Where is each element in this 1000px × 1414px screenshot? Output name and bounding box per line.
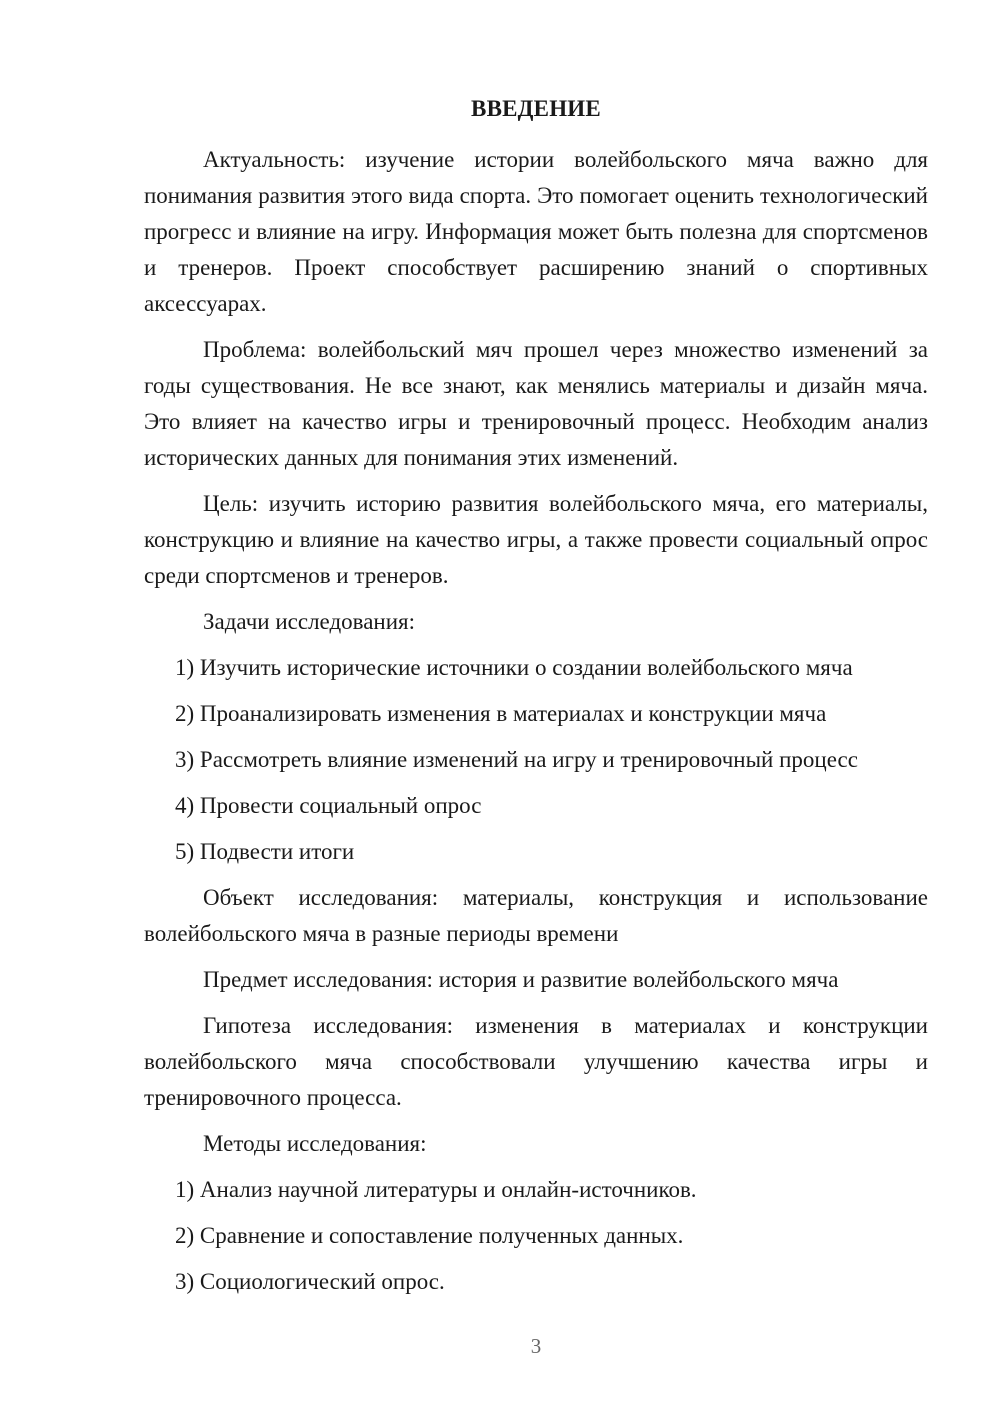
goal-paragraph: Цель: изучить историю развития волейбольского мяча, его материалы, конструкцию и влияние на качество игры, а также провести социальный опрос среди спортсменов и тренеров. bbox=[144, 491, 928, 588]
list-item-method-2: 2) Сравнение и сопоставление полученных данных. bbox=[175, 1223, 684, 1248]
subject-paragraph: Предмет исследования: история и развитие волейбольского мяча bbox=[203, 967, 839, 992]
list-item-method-1: 1) Анализ научной литературы и онлайн-источников. bbox=[175, 1177, 697, 1202]
list-item-task-2: 2) Проанализировать изменения в материалах и конструкции мяча bbox=[175, 701, 827, 726]
page-title: ВВЕДЕНИЕ bbox=[471, 96, 601, 121]
problem-paragraph: Проблема: волейбольский мяч прошел через множество изменений за годы существования. Не все знают, как менялись материалы и дизайн мяча. Это влияет на качество игры и тренировочный процесс. Необходим анализ исторических данных для понимания этих изменений. bbox=[144, 337, 928, 470]
hypothesis-paragraph: Гипотеза исследования: изменения в материалах и конструкции волейбольского мяча способствовали улучшению качества игры и тренировочного процесса. bbox=[144, 1013, 928, 1110]
tasks-heading: Задачи исследования: bbox=[203, 609, 416, 634]
list-item-method-3: 3) Социологический опрос. bbox=[175, 1269, 445, 1294]
list-item-task-1: 1) Изучить исторические источники о создании волейбольского мяча bbox=[175, 655, 853, 680]
page-number: 3 bbox=[530, 1334, 542, 1358]
list-item-task-3: 3) Рассмотреть влияние изменений на игру и тренировочный процесс bbox=[175, 747, 858, 772]
methods-heading: Методы исследования: bbox=[203, 1131, 427, 1156]
relevance-paragraph: Актуальность: изучение истории волейбольского мяча важно для понимания развития этого вида спорта. Это помогает оценить технологический прогресс и влияние на игру. Информация может быть полезна для спортсменов и тренеров. Проект способствует расширению знаний о спортивных аксессуарах. bbox=[144, 147, 928, 316]
list-item-task-4: 4) Провести социальный опрос bbox=[175, 793, 482, 818]
list-item-task-5: 5) Подвести итоги bbox=[175, 839, 355, 864]
object-paragraph: Объект исследования: материалы, конструкция и использование волейбольского мяча в разные периоды времени bbox=[144, 885, 928, 946]
document-body bbox=[144, 142, 928, 1310]
